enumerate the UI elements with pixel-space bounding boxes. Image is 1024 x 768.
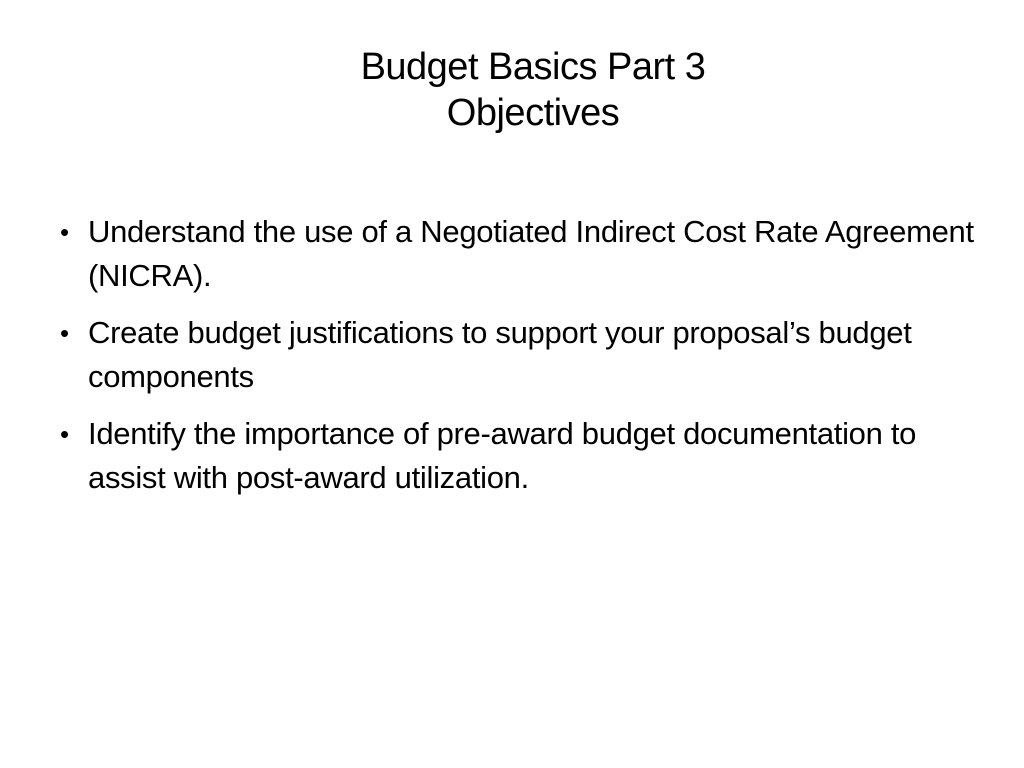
title-line-2: Objectives [446, 92, 620, 134]
bullet-dot-icon: • [60, 318, 69, 348]
bullet-dot-icon: • [60, 217, 69, 247]
title-line-1: Budget Basics Part 3 [360, 46, 706, 88]
objective-text-1: Understand the use of a Negotiated Indirect Cost Rate Agreement (NICRA). [88, 214, 974, 293]
bullet-dot-icon: • [60, 419, 69, 449]
objective-item-2 [56, 311, 986, 399]
objective-item-3 [56, 412, 986, 500]
objectives-list [56, 210, 986, 513]
objective-item-1 [56, 210, 986, 298]
objective-text-3: Identify the importance of pre-award budget documentation to assist with post-award utilization. [88, 416, 917, 495]
objective-text-2: Create budget justifications to support your proposal’s budget components [88, 315, 912, 394]
slide-title [70, 44, 996, 136]
